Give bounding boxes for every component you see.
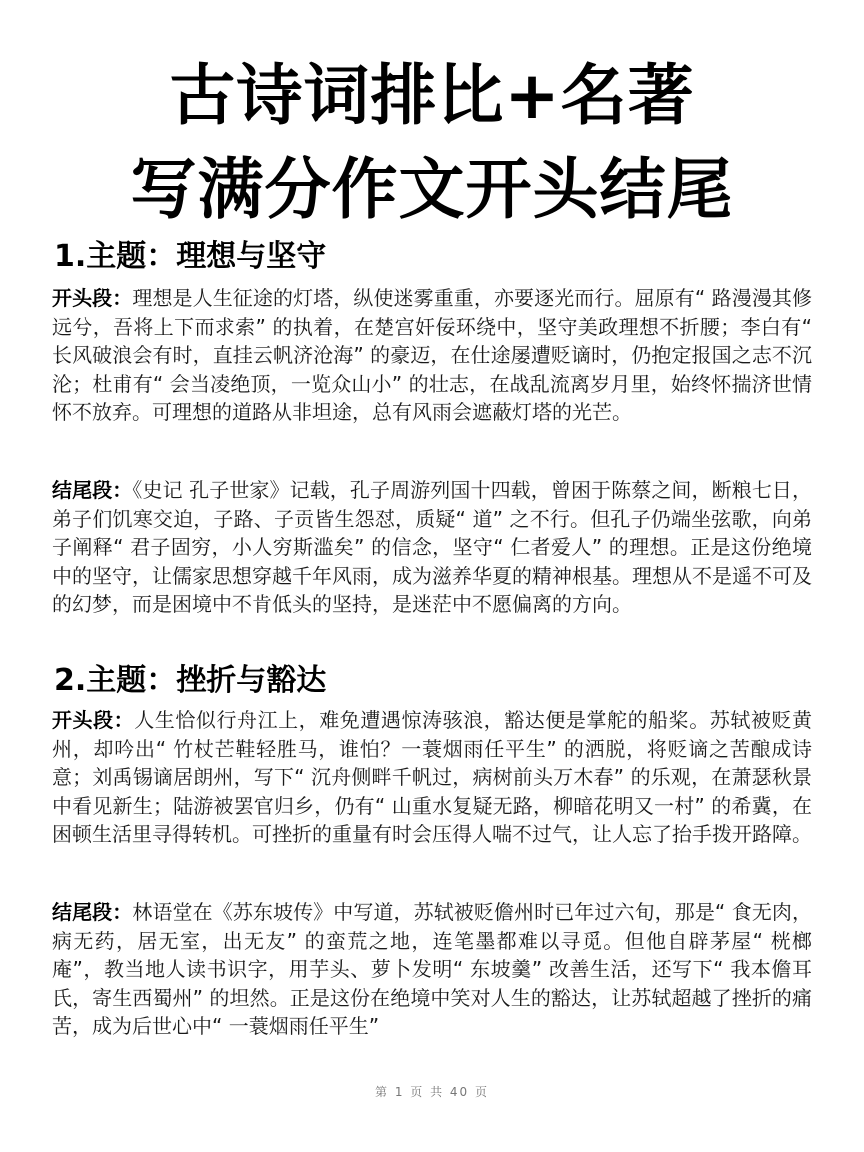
ending-text: 《史记 孔子世家》记载，孔子周游列国十四载，曾困于陈蔡之间，断粮七日，弟子们饥寒交迫，子路、子贡皆生怨怼，质疑“ 道” 之不行。但孔子仍端坐弦歌，向弟子阐释“ 君子固穷，小人穷斯滥矣” 的信念，坚守“ 仁者爱人” 的理想。正是这份绝境中的坚守，让儒家思想穿越千年风雨，成为滋养华夏的精神根基。理想从不是遥不可及的幻梦，而是困境中不肯低头的坚持，是迷茫中不愿偏离的方向。: [52, 478, 813, 617]
opening-label: 开头段：: [52, 286, 133, 310]
page-title-line-2: 写满分作文开头结尾: [130, 151, 734, 228]
page-number-footer: 第 1 页 共 40 页: [375, 1085, 489, 1099]
section-2-ending-paragraph: [52, 898, 812, 1041]
ending-label: 结尾段：: [52, 478, 133, 502]
ending-label: 结尾段：: [52, 900, 133, 924]
ending-text: 林语堂在《苏东坡传》中写道，苏轼被贬儋州时已年过六旬，那是“ 食无肉，病无药，居无室，出无友” 的蛮荒之地，连笔墨都难以寻觅。但他自辟茅屋“ 桄榔庵”，教当地人读书识字，用芋头、萝卜发明“ 东坡羹” 改善生活，还写下“ 我本儋耳氏，寄生西蜀州” 的坦然。正是这份在绝境中笑对人生的豁达，让苏轼超越了挫折的痛苦，成为后世心中“ 一蓑烟雨任平生”: [52, 900, 813, 1039]
section-heading-ideal: 1.主题：理想与坚守: [54, 239, 327, 274]
section-2-opening-paragraph: [52, 706, 812, 849]
opening-text: 人生恰似行舟江上，难免遭遇惊涛骇浪，豁达便是掌舵的船桨。苏轼被贬黄州，却吟出“ 竹杖芒鞋轻胜马，谁怕？一蓑烟雨任平生” 的洒脱，将贬谪之苦酿成诗意；刘禹锡谪居朗州，写下“ 沉舟侧畔千帆过，病树前头万木春” 的乐观，在萧瑟秋景中看见新生；陆游被罢官归乡，仍有“ 山重水复疑无路，柳暗花明又一村” 的希冀，在困顿生活里寻得转机。可挫折的重量有时会压得人喘不过气，让人忘了抬手拨开路障。: [52, 708, 813, 847]
opening-label: 开头段：: [52, 708, 135, 732]
opening-text: 理想是人生征途的灯塔，纵使迷雾重重，亦要逐光而行。屈原有“ 路漫漫其修远兮，吾将上下而求索” 的执着，在楚宫奸佞环绕中，坚守美政理想不折腰；李白有“ 长风破浪会有时，直挂云帆济沧海” 的豪迈，在仕途屡遭贬谪时，仍抱定报国之志不沉沦；杜甫有“ 会当凌绝顶，一览众山小” 的壮志，在战乱流离岁月里，始终怀揣济世情怀不放弃。可理想的道路从非坦途，总有风雨会遮蔽灯塔的光芒。: [52, 286, 813, 425]
section-1-ending-paragraph: [52, 476, 812, 619]
section-1-opening-paragraph: [52, 284, 812, 427]
page-title-line-1: 古诗词排比+名著: [169, 57, 695, 134]
section-heading-setback: 2.主题：挫折与豁达: [54, 663, 327, 698]
